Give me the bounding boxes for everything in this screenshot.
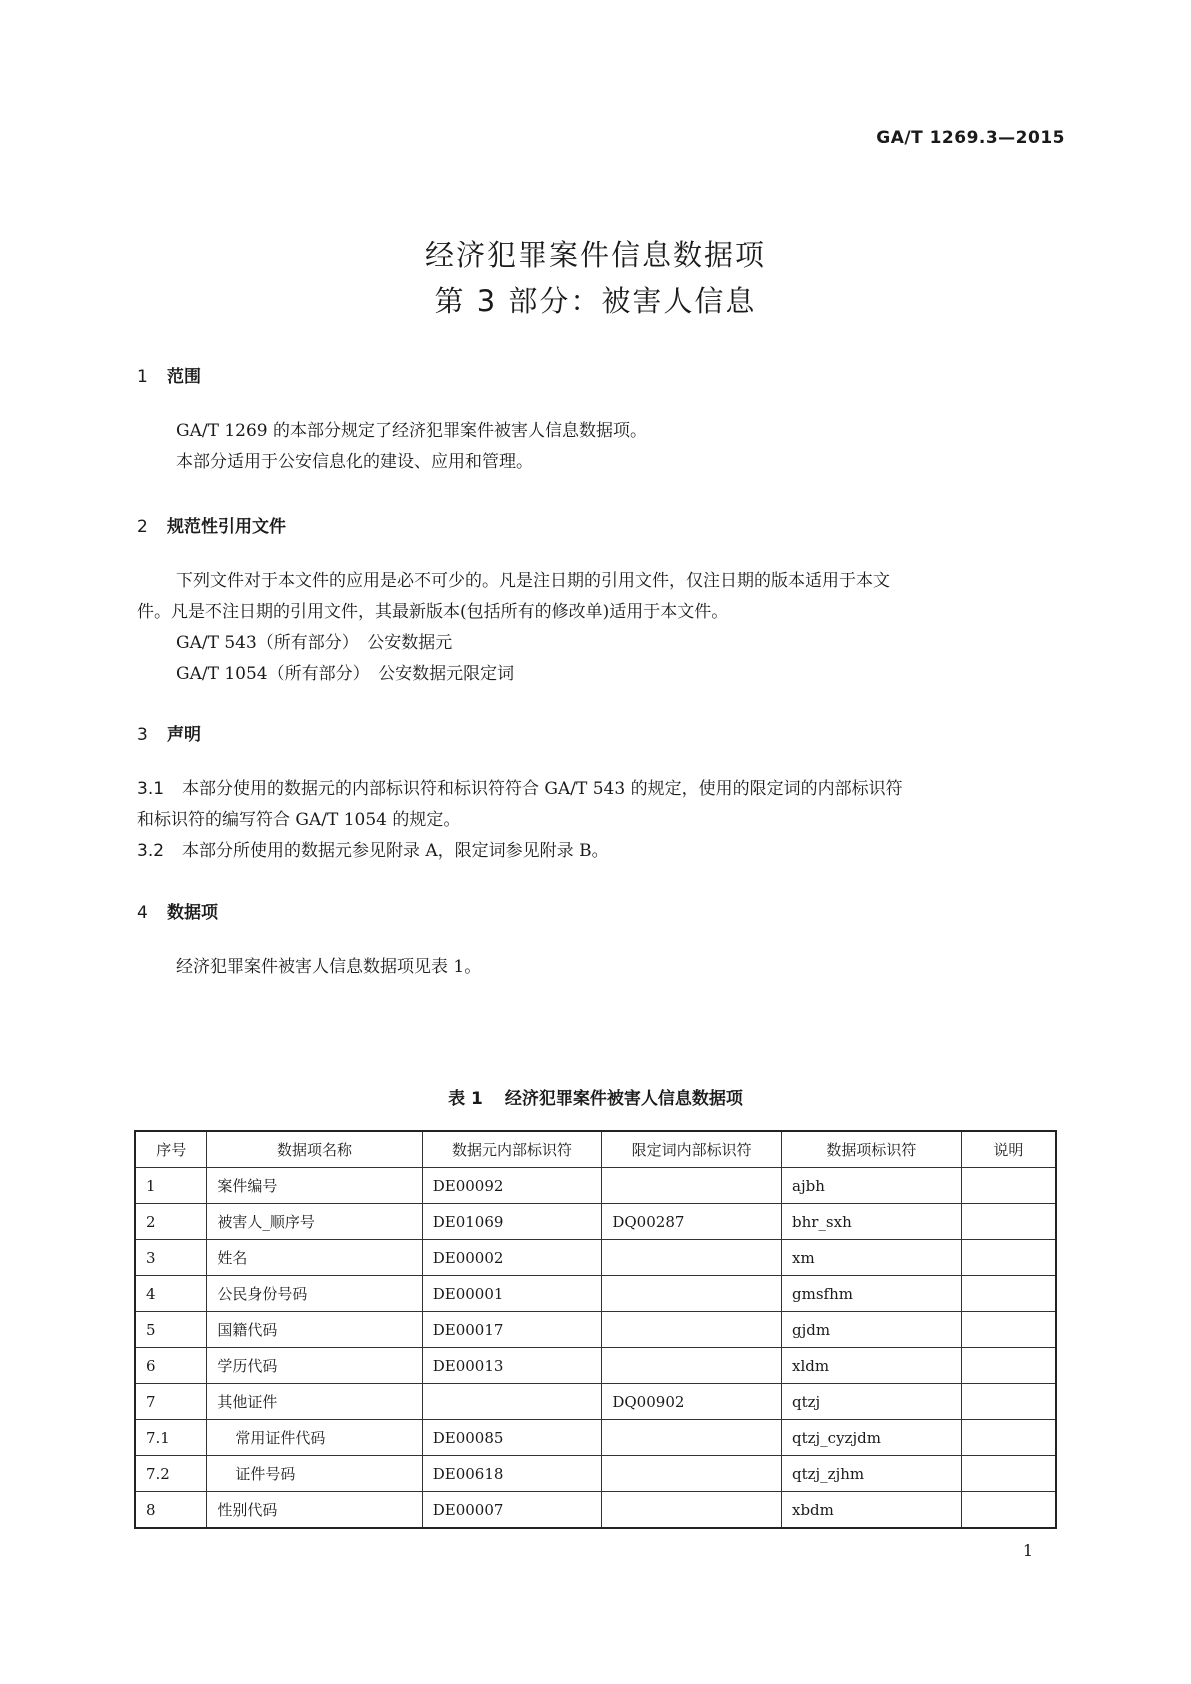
table-caption-title: 经济犯罪案件被害人信息数据项 [504, 1089, 743, 1109]
table-cell: 8 [135, 1492, 207, 1529]
section-title: 范围 [167, 367, 201, 387]
document-subtitle: 第 3 部分：被害人信息 [434, 284, 757, 318]
table-cell: 1 [135, 1168, 207, 1204]
table-cell: xm [782, 1240, 962, 1276]
table-cell: bhr_sxh [782, 1204, 962, 1240]
reference-item: GA/T 543（所有部分） 公安数据元 [176, 633, 453, 653]
table-cell [422, 1384, 602, 1420]
table-row [135, 1456, 1056, 1492]
paragraph: 件。凡是不注日期的引用文件，其最新版本(包括所有的修改单)适用于本文件。 [137, 602, 729, 622]
clause-3-2 [137, 836, 1057, 867]
clause-number: 3.1 [137, 779, 165, 799]
section-heading-3 [137, 720, 201, 745]
column-header: 说明 [961, 1131, 1056, 1168]
table-cell: 5 [135, 1312, 207, 1348]
table-cell: qtzj_cyzjdm [782, 1420, 962, 1456]
table-cell: DE00092 [422, 1168, 602, 1204]
table-row [135, 1276, 1056, 1312]
table-cell [961, 1168, 1056, 1204]
table-row [135, 1348, 1056, 1384]
table-cell [961, 1420, 1056, 1456]
table-cell: DE00002 [422, 1240, 602, 1276]
table-cell: DE01069 [422, 1204, 602, 1240]
table-row [135, 1384, 1056, 1420]
table-cell: 7 [135, 1384, 207, 1420]
paragraph: 本部分适用于公安信息化的建设、应用和管理。 [176, 452, 533, 472]
page-number: 1 [1022, 1541, 1033, 1560]
table-cell: 7.2 [135, 1456, 207, 1492]
table-cell [602, 1312, 782, 1348]
table-row [135, 1492, 1056, 1529]
table-row [135, 1168, 1056, 1204]
table-cell: 案件编号 [207, 1168, 422, 1204]
table-cell [961, 1384, 1056, 1420]
table-cell: 姓名 [207, 1240, 422, 1276]
table-cell: 2 [135, 1204, 207, 1240]
section-heading-4 [137, 898, 218, 923]
column-header: 数据项标识符 [782, 1131, 962, 1168]
table-cell: 被害人_顺序号 [207, 1204, 422, 1240]
table-cell: DE00085 [422, 1420, 602, 1456]
table-cell: xbdm [782, 1492, 962, 1529]
clause-text: 本部分所使用的数据元参见附录 A，限定词参见附录 B。 [182, 841, 609, 861]
table-cell: xldm [782, 1348, 962, 1384]
clause-3-1 [137, 774, 1057, 805]
clause-number: 3.2 [137, 841, 165, 861]
table-cell: 国籍代码 [207, 1312, 422, 1348]
paragraph: 经济犯罪案件被害人信息数据项见表 1。 [176, 957, 482, 977]
section-number: 2 [137, 517, 148, 537]
table-cell: qtzj_zjhm [782, 1456, 962, 1492]
table-cell: DQ00902 [602, 1384, 782, 1420]
table-cell [961, 1204, 1056, 1240]
table-cell: 6 [135, 1348, 207, 1384]
table-cell: 4 [135, 1276, 207, 1312]
table-cell: DE00001 [422, 1276, 602, 1312]
table-cell: 3 [135, 1240, 207, 1276]
column-header: 限定词内部标识符 [602, 1131, 782, 1168]
section-heading-2 [137, 512, 286, 537]
table-caption [0, 1084, 1191, 1109]
paragraph: GA/T 1269 的本部分规定了经济犯罪案件被害人信息数据项。 [176, 421, 647, 441]
table-header-row [135, 1131, 1056, 1168]
table-cell [961, 1312, 1056, 1348]
table-row [135, 1204, 1056, 1240]
column-header: 序号 [135, 1131, 207, 1168]
table-row [135, 1240, 1056, 1276]
table-cell [961, 1456, 1056, 1492]
table-cell [961, 1276, 1056, 1312]
table-row [135, 1312, 1056, 1348]
table-cell [961, 1492, 1056, 1529]
clause-text: 本部分使用的数据元的内部标识符和标识符符合 GA/T 543 的规定，使用的限定词的内部标识符 [182, 779, 903, 799]
standard-code: GA/T 1269.3—2015 [876, 128, 1065, 148]
data-items-table [134, 1130, 1057, 1529]
table-cell: DE00007 [422, 1492, 602, 1529]
table-cell [602, 1276, 782, 1312]
table-row [135, 1420, 1056, 1456]
table-cell [602, 1348, 782, 1384]
paragraph: 下列文件对于本文件的应用是必不可少的。凡是注日期的引用文件，仅注日期的版本适用于本文 [176, 571, 890, 591]
section-heading-1 [137, 362, 201, 387]
table-cell [602, 1420, 782, 1456]
table-cell: 证件号码 [207, 1456, 422, 1492]
table-cell [602, 1168, 782, 1204]
table-cell: 其他证件 [207, 1384, 422, 1420]
section-title: 数据项 [167, 903, 218, 923]
table-cell [602, 1492, 782, 1529]
section-title: 规范性引用文件 [167, 517, 286, 537]
table-cell: qtzj [782, 1384, 962, 1420]
table-cell: ajbh [782, 1168, 962, 1204]
column-header: 数据元内部标识符 [422, 1131, 602, 1168]
section-number: 1 [137, 367, 148, 387]
table-cell [961, 1240, 1056, 1276]
section-title: 声明 [167, 725, 201, 745]
table-cell [602, 1456, 782, 1492]
table-cell: gmsfhm [782, 1276, 962, 1312]
table-cell: 学历代码 [207, 1348, 422, 1384]
table-cell: DE00618 [422, 1456, 602, 1492]
table-cell [602, 1240, 782, 1276]
table-cell: DE00017 [422, 1312, 602, 1348]
column-header: 数据项名称 [207, 1131, 422, 1168]
section-number: 4 [137, 903, 148, 923]
table-cell: gjdm [782, 1312, 962, 1348]
table-cell: DQ00287 [602, 1204, 782, 1240]
document-title: 经济犯罪案件信息数据项 [424, 238, 766, 272]
table-cell [961, 1348, 1056, 1384]
table-cell: 7.1 [135, 1420, 207, 1456]
table-cell: 公民身份号码 [207, 1276, 422, 1312]
table-cell: 性别代码 [207, 1492, 422, 1529]
table-cell: DE00013 [422, 1348, 602, 1384]
section-number: 3 [137, 725, 148, 745]
paragraph: 和标识符的编写符合 GA/T 1054 的规定。 [137, 810, 461, 830]
table-cell: 常用证件代码 [207, 1420, 422, 1456]
reference-item: GA/T 1054（所有部分） 公安数据元限定词 [176, 664, 515, 684]
table-caption-label: 表 1 [448, 1089, 483, 1109]
